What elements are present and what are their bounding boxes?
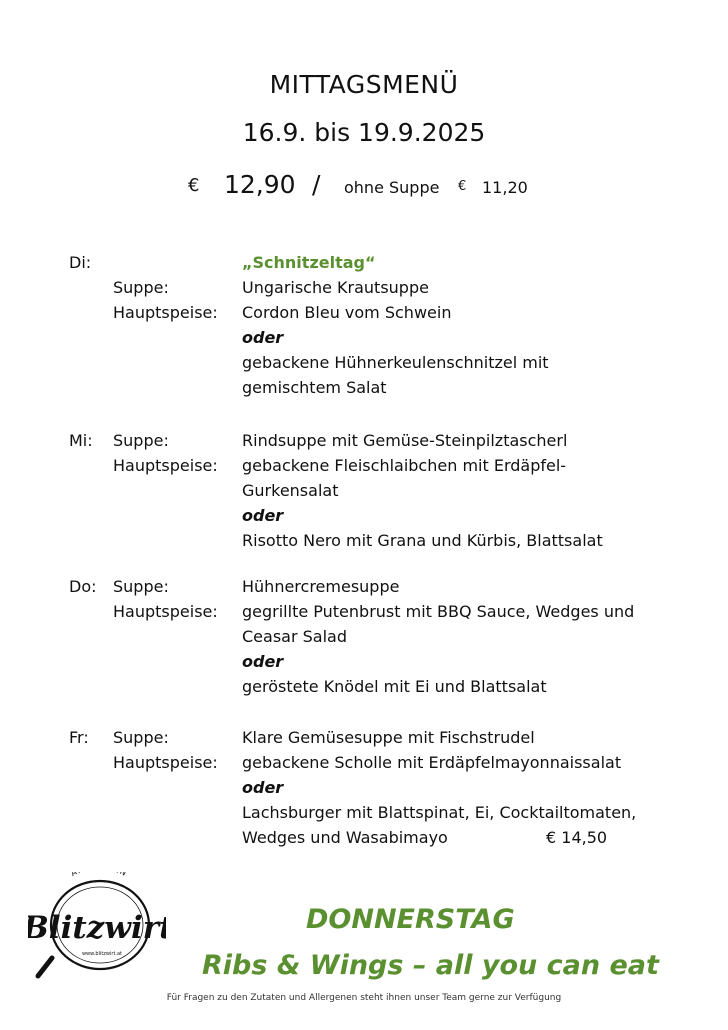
main-row [0,453,728,478]
svg-text:ANKOMMEN [69,872,128,878]
day-label: Mi: [69,431,93,450]
soup-label: Suppe: [113,278,169,297]
ohne-suppe-label: ohne Suppe [344,178,440,197]
alt-row [0,825,728,850]
soup-text: Ungarische Krautsuppe [242,278,429,297]
alt-row [0,375,728,400]
soup-label: Suppe: [113,431,169,450]
logo-arc-text: A N [69,872,129,879]
day-row-di [0,250,728,275]
day-row-do [0,574,728,599]
or-row [0,503,728,528]
soup-text: Klare Gemüsesuppe mit Fischstrudel [242,728,535,747]
main-label: Hauptspeise: [113,303,218,322]
currency-symbol-small: € [458,179,467,194]
alt-row [0,674,728,699]
price-full: 12,90 [224,170,296,199]
alt-text: Risotto Nero mit Grana und Kürbis, Blattsalat [242,531,603,550]
main-text: gegrillte Putenbrust mit BBQ Sauce, Wedges und [242,602,635,621]
menu-title: MITTAGSMENÜ [269,70,459,99]
extra-price: € 14,50 [546,828,608,847]
or-label: oder [242,778,284,797]
promo-offer: Ribs & Wings – all you can eat [202,950,659,981]
or-row [0,325,728,350]
main-text: gebackene Fleischlaibchen mit Erdäpfel- [242,456,567,475]
main-text: Gurkensalat [242,481,339,500]
main-row [0,300,728,325]
blitzwirt-logo [28,872,166,982]
main-text: Ceasar Salad [242,627,347,646]
alt-text: Lachsburger mit Blattspinat, Ei, Cocktailtomaten, [242,803,637,822]
day-row-fr [0,725,728,750]
or-row [0,775,728,800]
alt-row [0,800,728,825]
alt-row [0,350,728,375]
soup-text: Hühnercremesuppe [242,577,400,596]
day-label: Di: [69,253,92,272]
main-row-cont [0,624,728,649]
main-label: Hauptspeise: [113,753,218,772]
alt-text: geröstete Knödel mit Ei und Blattsalat [242,677,547,696]
soup-text: Rindsuppe mit Gemüse-Steinpilztascherl [242,431,568,450]
or-label: oder [242,506,284,525]
day-label: Do: [69,577,97,596]
main-row [0,750,728,775]
alt-row [0,528,728,553]
currency-symbol: € [188,175,200,196]
main-label: Hauptspeise: [113,602,218,621]
main-text: Cordon Bleu vom Schwein [242,303,452,322]
price-reduced: 11,20 [482,178,528,197]
menu-dates: 16.9. bis 19.9.2025 [242,118,486,147]
logo-small-text: www.blitzwirt.at [81,951,123,957]
soup-label: Suppe: [113,577,169,596]
day-special: „Schnitzeltag“ [242,253,376,272]
main-row-cont [0,478,728,503]
soup-row [0,275,728,300]
allergen-note: Für Fragen zu den Zutaten und Allergenen steht ihnen unser Team gerne zur Verfügung [166,993,562,1003]
logo-wordmark: Blitzwirt [28,910,166,946]
alt-text: Wedges und Wasabimayo [242,828,448,847]
or-label: oder [242,652,284,671]
day-label: Fr: [69,728,89,747]
day-row-mi [0,428,728,453]
main-row [0,599,728,624]
soup-label: Suppe: [113,728,169,747]
alt-text: gebackene Hühnerkeulenschnitzel mit [242,353,549,372]
main-label: Hauptspeise: [113,456,218,475]
price-separator: / [312,170,321,199]
main-text: gebackene Scholle mit Erdäpfelmayonnaissalat [242,753,622,772]
alt-text: gemischtem Salat [242,378,387,397]
promo-day: DONNERSTAG [306,904,515,935]
or-label: oder [242,328,284,347]
or-row [0,649,728,674]
